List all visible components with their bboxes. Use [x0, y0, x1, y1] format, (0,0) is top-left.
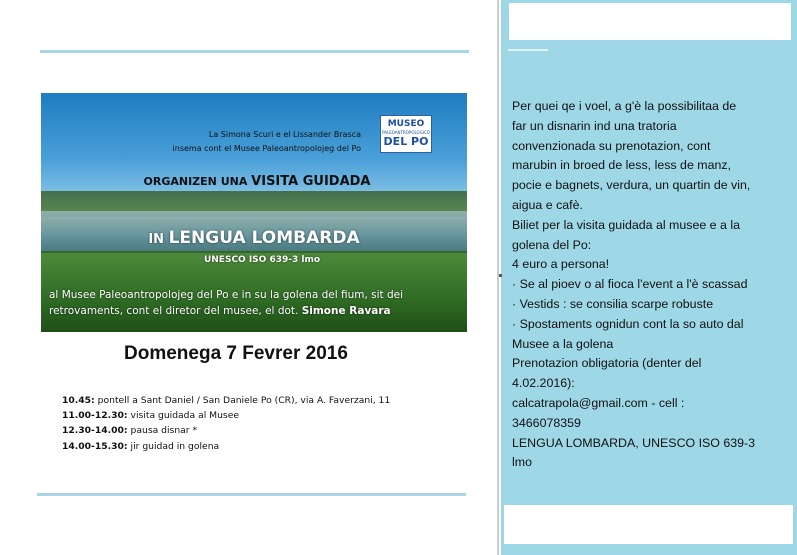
event-title — [41, 174, 467, 189]
event-title-a: ORGANIZEN UNA — [143, 175, 252, 188]
info-line: 4 euro a persona! — [512, 257, 610, 272]
info-line: · Se al pioev o al fioca l'event a l'è scassad — [512, 277, 748, 292]
page-divider — [497, 0, 499, 555]
info-line: golena del Po: — [512, 237, 592, 252]
info-line: pocie e bagnets, verdura, un quartin de vin, — [512, 178, 751, 193]
hero-image — [41, 93, 467, 332]
schedule-text: pausa disnar * — [127, 425, 198, 437]
iso-code: UNESCO ISO 639-3 lmo — [203, 255, 321, 265]
info-line: convenzionada su prenotazion, cont — [512, 138, 711, 153]
info-line: far un disnarin ind una tratoria — [512, 118, 677, 133]
bottom-rule — [37, 493, 466, 496]
language-title — [41, 228, 467, 248]
event-date: Domenega 7 Fevrer 2016 — [124, 343, 348, 364]
event-title-b: VISITA GUIDADA — [251, 174, 371, 189]
logo-word-paleo: PALEOANTROPOLOGICO — [382, 130, 430, 135]
info-text-box[interactable] — [512, 97, 792, 473]
description-line-2 — [49, 305, 391, 317]
info-line: LENGUA LOMBARDA, UNESCO ISO 639-3 — [512, 435, 756, 450]
info-line: calcatrapola@gmail.com - cell : — [512, 395, 685, 410]
schedule-text: jir guidad in golena — [127, 440, 220, 452]
info-line: Biliet per la visita guidada al musee e a la — [512, 217, 740, 232]
info-line: aigua e cafè. — [512, 197, 583, 212]
schedule-item — [62, 408, 390, 423]
language-title-b: LENGUA LOMBARDA — [168, 228, 360, 248]
info-line: 3466078359 — [512, 415, 581, 430]
info-line: · Spostaments ognidun cont la so auto dal — [512, 316, 744, 331]
schedule — [62, 393, 390, 454]
presenters-text: La Simona Scuri e el Lissander Brasca — [208, 130, 361, 139]
logo-word-delpo: DEL PO — [383, 135, 429, 148]
top-rule — [40, 50, 469, 53]
info-line: Per quei qe i voel, a g'è la possibilitaa de — [512, 99, 737, 113]
museum-partner-text: insema cont el Musee Paleoantropolojeg del Po — [172, 144, 361, 153]
description-line-1: al Musee Paleoantropolojeg del Po e in su la golena del fium, sit dei — [49, 289, 404, 301]
museum-logo — [380, 115, 432, 153]
language-title-a: IN — [148, 232, 169, 247]
info-line: 4.02.2016): — [512, 376, 575, 391]
schedule-item — [62, 393, 390, 408]
schedule-item — [62, 439, 390, 454]
schedule-time: 14.00-15.30: — [62, 440, 128, 452]
info-line: · Vestids : se consilia scarpe robuste — [512, 296, 714, 311]
schedule-time: 10.45: — [62, 395, 95, 406]
schedule-item — [62, 423, 390, 438]
info-line: marubin in broed de less, less de manz, — [512, 158, 732, 173]
director-name: Simone Ravara — [301, 305, 391, 317]
info-line: Prenotazion obligatoria (denter del — [512, 356, 702, 371]
header-text-box[interactable] — [509, 3, 791, 40]
info-line: Musee a la golena — [512, 336, 614, 351]
box-shadow-marker — [508, 49, 548, 51]
schedule-time: 11.00-12.30: — [62, 410, 128, 422]
schedule-text: visita guidada al Musee — [127, 410, 240, 422]
footer-text-box[interactable] — [504, 505, 793, 544]
info-line: lmo — [512, 455, 532, 470]
logo-word-museo: MUSEO — [387, 119, 425, 129]
schedule-time: 12.30-14.00: — [62, 425, 128, 437]
description-line-2-text: retrovaments, cont el diretor del musee, el dot. — [49, 305, 302, 317]
schedule-text: pontell a Sant Daniel / San Daniele Po (CR), via A. Faverzani, 11 — [94, 395, 391, 406]
resize-handle[interactable] — [499, 274, 502, 277]
